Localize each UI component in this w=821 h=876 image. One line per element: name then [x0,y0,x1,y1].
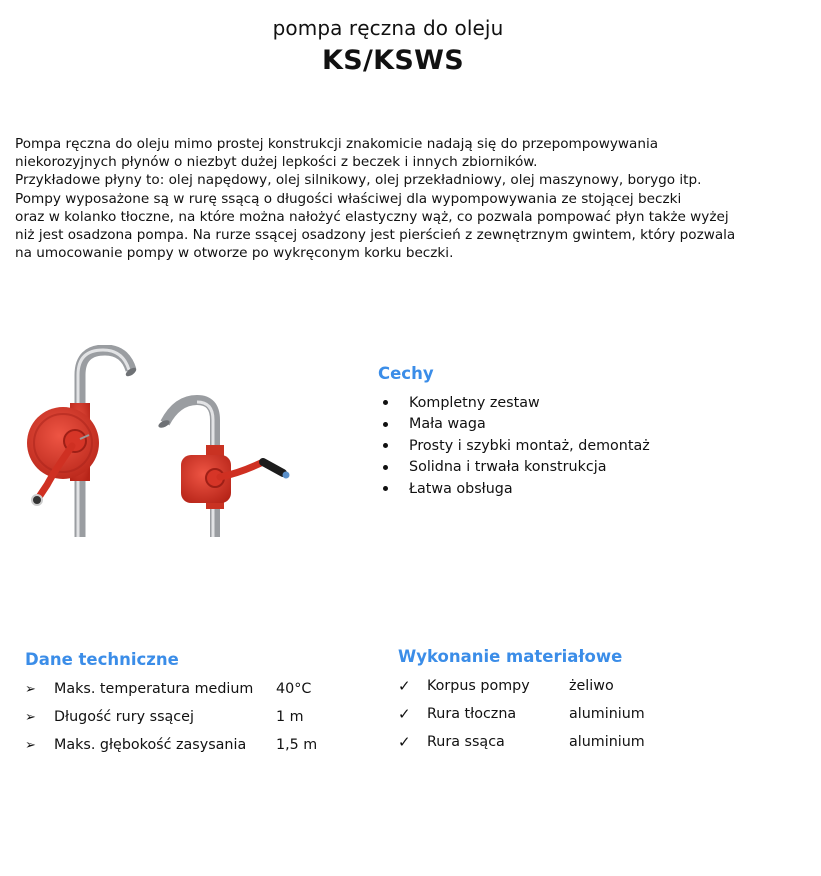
material-value: aluminium [569,734,645,750]
description-line: na umocowanie pompy w otworze po wykręconym korku beczki. [15,245,454,262]
pump-2-illustration [157,400,289,537]
description-line: niekorozyjnych płynów o niezbyt dużej lepkości z beczek i innych zbiorników. [15,154,538,171]
product-image [25,345,315,540]
technical-value: 40°C [276,681,312,697]
description-line: Pompy wyposażone są w rurę ssącą o długości właściwej dla wypompowywania ze stojącej beczki [15,190,682,207]
arrow-bullet-icon: ➢ [25,737,36,753]
feature-item [380,435,650,457]
material-row [398,675,614,697]
feature-item [380,392,650,414]
pump-1-illustration [27,350,138,537]
product-description [15,135,815,262]
description-line: Pompa ręczna do oleju mimo prostej konstrukcji znakomicie nadają się do przepompowywania [15,136,659,152]
features-list [380,392,650,500]
feature-item [380,457,650,479]
feature-item [380,478,650,500]
technical-row [25,706,304,728]
material-label: Korpus pompy [427,678,530,694]
bullet-icon [383,443,388,448]
material-row [398,731,645,753]
bullet-icon [383,486,388,491]
feature-label: Kompletny zestaw [409,394,540,411]
checkmark-icon: ✓ [398,705,411,723]
description-line: Przykładowe płyny to: olej napędowy, olej silnikowy, olej przekładniowy, olej maszynowy, borygo itp. [15,172,702,189]
material-value: aluminium [569,706,645,722]
materials-heading: Wykonanie materiałowe [398,647,623,666]
features-heading: Cechy [378,364,434,383]
feature-item [380,414,650,436]
product-title: KS/KSWS [322,45,464,76]
description-line: oraz w kolanko tłoczne, na które można nałożyć elastyczny wąż, co pozwala pompować płyn także wyżej [15,208,729,225]
checkmark-icon: ✓ [398,677,411,695]
technical-value: 1,5 m [276,737,318,753]
arrow-bullet-icon: ➢ [25,681,36,697]
technical-label: Długość rury ssącej [54,709,194,725]
technical-row [25,678,311,700]
technical-value: 1 m [276,709,304,725]
description-line: niż jest osadzona pompa. Na rurze ssącej osadzony jest pierścień z zewnętrznym gwintem, który pozwala [15,227,736,244]
technical-label: Maks. temperatura medium [54,681,254,697]
material-row [398,703,645,725]
feature-label: Solidna i trwała konstrukcja [409,459,607,476]
technical-label: Maks. głębokość zasysania [54,737,247,753]
feature-label: Łatwa obsługa [409,480,513,497]
bullet-icon [383,422,388,427]
bullet-icon [383,400,388,405]
material-label: Rura ssąca [427,734,505,750]
technical-heading: Dane techniczne [25,650,179,669]
checkmark-icon: ✓ [398,733,411,751]
material-value: żeliwo [569,678,614,694]
technical-row [25,734,317,756]
feature-label: Mała waga [409,416,486,433]
material-label: Rura tłoczna [427,706,517,722]
feature-label: Prosty i szybki montaż, demontaż [409,437,650,454]
product-subtitle: pompa ręczna do oleju [272,16,504,40]
arrow-bullet-icon: ➢ [25,709,36,725]
bullet-icon [383,465,388,470]
